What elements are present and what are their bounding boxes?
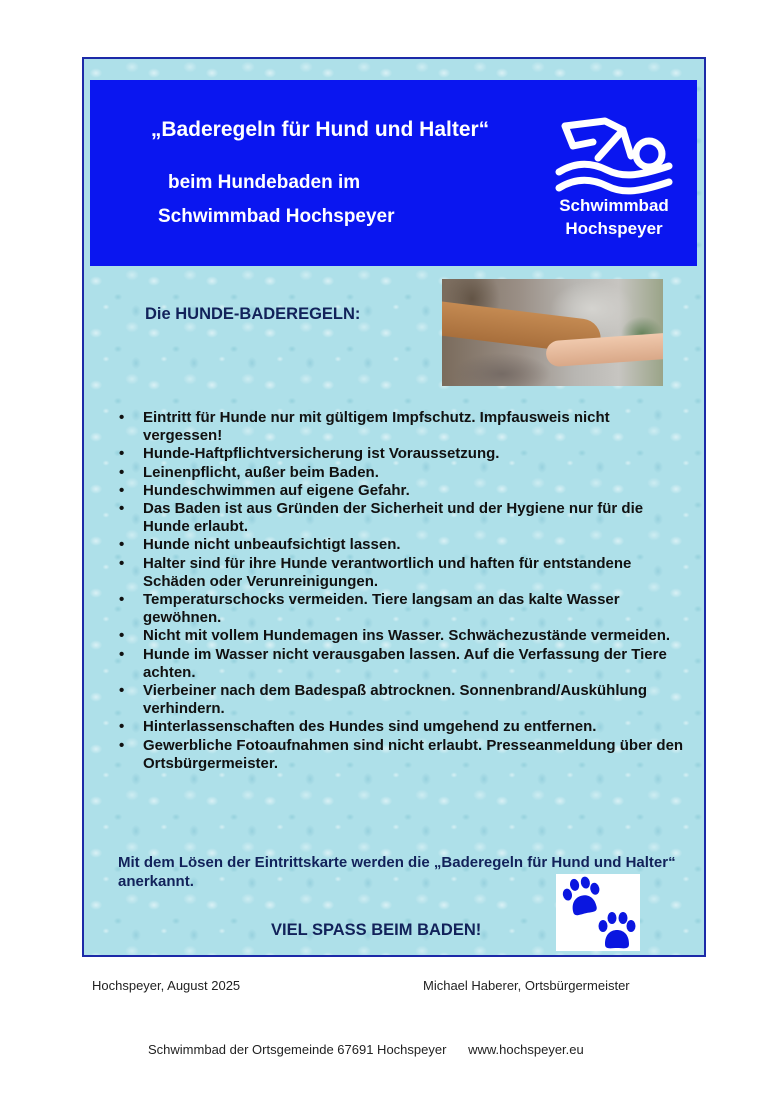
paw-print-icon bbox=[556, 874, 640, 951]
bullet-icon: • bbox=[119, 445, 125, 463]
rule-item: • Hunde nicht unbeaufsichtigt lassen. bbox=[119, 536, 401, 554]
bullet-icon: • bbox=[119, 627, 125, 645]
footer-website-link[interactable]: www.hochspeyer.eu bbox=[468, 1042, 584, 1057]
bullet-icon: • bbox=[119, 591, 125, 609]
logo-text-line2: Hochspeyer bbox=[565, 219, 663, 238]
rule-item: • Hunde im Wasser nicht verausgaben lassen. Auf die Verfassung der Tiere achten. bbox=[119, 645, 667, 681]
dog-paw-photo bbox=[442, 279, 663, 386]
rule-item: • Nicht mit vollem Hundemagen ins Wasser. Schwächezustände vermeiden. bbox=[119, 627, 671, 645]
logo-text-line1: Schwimmbad bbox=[559, 196, 669, 215]
rule-item: • Temperaturschocks vermeiden. Tiere langsam an das kalte Wasser gewöhnen. bbox=[119, 591, 620, 627]
bullet-icon: • bbox=[119, 645, 125, 663]
acceptance-note: Mit dem Lösen der Eintrittskarte werden die „Baderegeln für Hund und Halter“ anerkannt. bbox=[118, 854, 676, 890]
footer-address: Schwimmbad der Ortsgemeinde 67691 Hochspeyer bbox=[148, 1042, 447, 1057]
poster-title: „Baderegeln für Hund und Halter“ bbox=[150, 118, 490, 141]
bullet-icon: • bbox=[119, 736, 125, 754]
rule-item: • Halter sind für ihre Hunde verantwortlich und haften für entstandene Schäden oder Verunreinigungen. bbox=[119, 554, 632, 590]
section-title: Die HUNDE-BADEREGELN: bbox=[145, 305, 361, 323]
swimmer-icon bbox=[553, 116, 675, 198]
bullet-icon: • bbox=[119, 500, 125, 518]
place-and-date: Hochspeyer, August 2025 bbox=[92, 978, 241, 993]
header-banner bbox=[90, 80, 697, 266]
rule-item: • Vierbeiner nach dem Badespaß abtrocknen. Sonnenbrand/Auskühlung verhindern. bbox=[119, 682, 647, 718]
bullet-icon: • bbox=[119, 536, 125, 554]
bullet-icon: • bbox=[119, 463, 125, 481]
rule-item: • Hinterlassenschaften des Hundes sind umgehend zu entfernen. bbox=[119, 718, 597, 736]
poster-subtitle-line1: beim Hundebaden im bbox=[168, 172, 361, 193]
bullet-icon: • bbox=[119, 682, 125, 700]
rule-item: • Hundeschwimmen auf eigene Gefahr. bbox=[119, 481, 410, 499]
rule-item: • Leinenpflicht, außer beim Baden. bbox=[119, 463, 379, 481]
pool-logo bbox=[535, 108, 693, 258]
rule-item: • Das Baden ist aus Gründen der Sicherheit und der Hygiene nur für die Hunde erlaubt. bbox=[119, 500, 644, 536]
footer-contact bbox=[148, 1042, 584, 1057]
paw-prints-image bbox=[556, 874, 640, 951]
bullet-icon: • bbox=[119, 409, 125, 426]
rule-item: • Eintritt für Hunde nur mit gültigem Impfschutz. Impfausweis nicht vergessen! bbox=[119, 409, 610, 445]
poster-frame bbox=[82, 57, 706, 957]
signatory: Michael Haberer, Ortsbürgermeister bbox=[423, 978, 630, 993]
poster-subtitle-line2: Schwimmbad Hochspeyer bbox=[158, 206, 395, 227]
farewell-message: VIEL SPASS BEIM BADEN! bbox=[271, 921, 482, 939]
rule-item: • Gewerbliche Fotoaufnahmen sind nicht erlaubt. Presseanmeldung über den Ortsbürgermeister. bbox=[119, 736, 684, 772]
rule-item: • Hunde-Haftpflichtversicherung ist Voraussetzung. bbox=[119, 445, 500, 463]
bullet-icon: • bbox=[119, 554, 125, 572]
bullet-icon: • bbox=[119, 718, 125, 736]
bullet-icon: • bbox=[119, 481, 125, 499]
rules-list bbox=[114, 409, 689, 773]
